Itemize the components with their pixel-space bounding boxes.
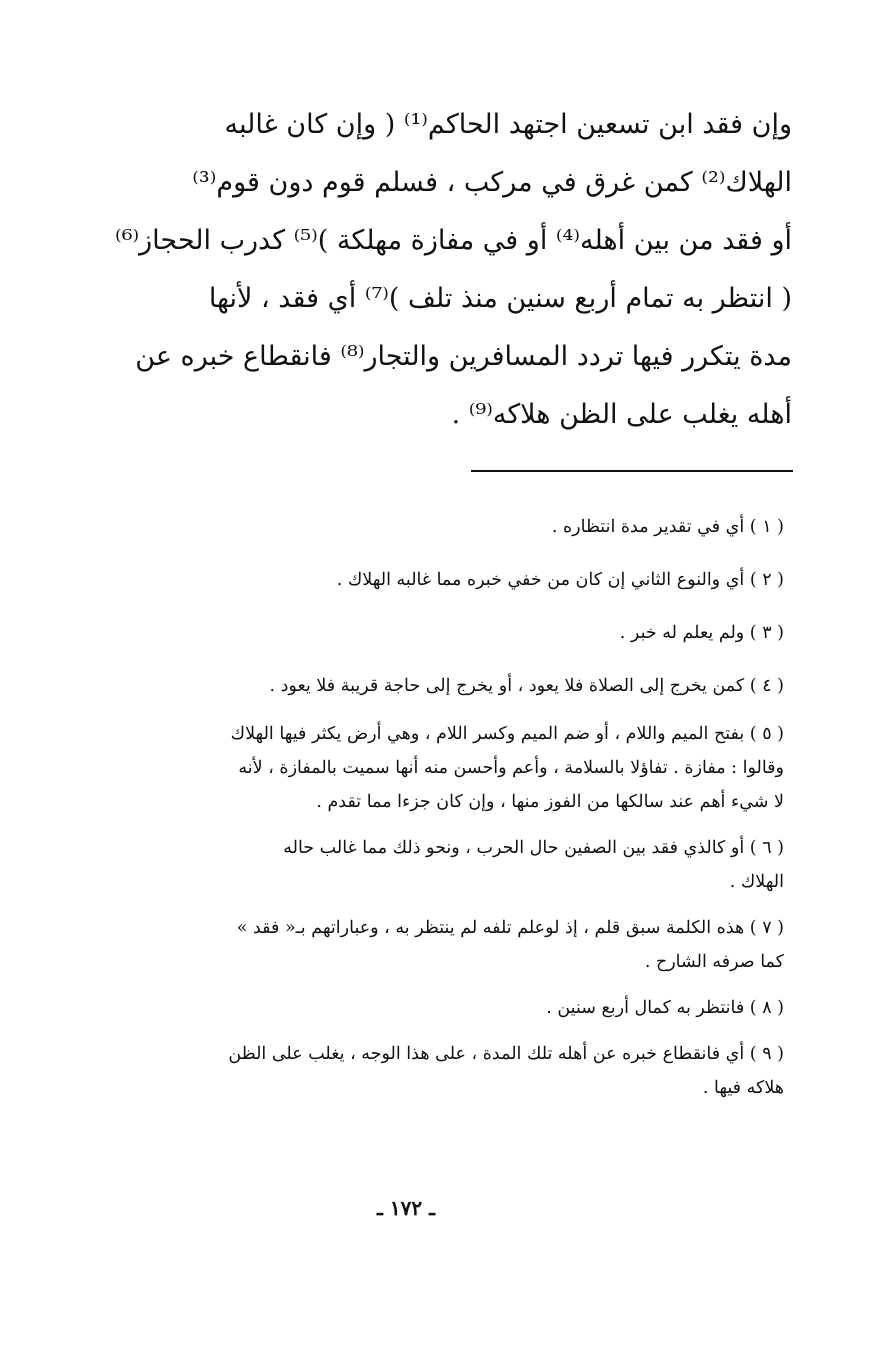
main-text-line: الهلاك⁽²⁾ كمن غرق في مركب ، فسلم قوم دون قوم⁽³⁾ [192, 167, 792, 198]
footnote-1: ( ١ ) أي في تقدير مدة انتظاره . [551, 517, 784, 537]
main-text-line: مدة يتكرر فيها تردد المسافرين والتجار⁽⁸⁾ فانقطاع خبره عن [135, 341, 792, 372]
footnote-line: ( ٩ ) أي فانقطاع خبره عن أهله تلك المدة ، على هذا الوجه ، يغلب على الظن [228, 1044, 784, 1064]
footnote-8: ( ٨ ) فانتظر به كمال أربع سنين . [546, 998, 784, 1018]
footnote-line: ( ٥ ) بفتح الميم واللام ، أو ضم الميم وكسر اللام ، وهي أرض يكثر فيها الهلاك [230, 724, 784, 744]
footnote-2: ( ٢ ) أي والنوع الثاني إن كان من خفي خبره مما غالبه الهلاك . [336, 570, 784, 590]
main-body-text [52, 96, 792, 444]
main-text-line: أو فقد من بين أهله⁽⁴⁾ أو في مفازة مهلكة )⁽⁵⁾ كدرب الحجاز⁽⁶⁾ [115, 225, 792, 256]
footnote-line: وقالوا : مفازة . تفاؤلا بالسلامة ، وأعم وأحسن منه أنها سميت بالمفازة ، لأنه [238, 758, 784, 778]
footnote-4: ( ٤ ) كمن يخرج إلى الصلاة فلا يعود ، أو يخرج إلى حاجة قريبة فلا يعود . [269, 676, 784, 696]
footnote-line: لا شيء أهم عند سالكها من الفوز منها ، وإن كان جزءا مما تقدم . [316, 792, 784, 812]
footnote-7 [52, 911, 784, 979]
main-text-line: وإن فقد ابن تسعين اجتهد الحاكم⁽¹⁾ ( وإن كان غالبه [224, 109, 792, 140]
footnote-line: كما صرفه الشارح . [644, 952, 784, 972]
footnote-9 [52, 1037, 784, 1105]
footnote-5 [52, 717, 784, 819]
footnote-line: ( ٧ ) هذه الكلمة سبق قلم ، إذ لوعلم تلفه لم ينتظر به ، وعباراتهم بـ« فقد » [236, 918, 784, 938]
footnote-line: الهلاك . [729, 872, 784, 892]
main-text-line: ( انتظر به تمام أربع سنين منذ تلف )⁽⁷⁾ أي فقد ، لأنها [208, 283, 792, 314]
footnote-3: ( ٣ ) ولم يعلم له خبر . [619, 623, 784, 643]
footnotes-section [52, 505, 784, 1105]
footnote-line: ( ٦ ) أو كالذي فقد بين الصفين حال الحرب ، ونحو ذلك مما غالب حاله [283, 838, 784, 858]
footnote-divider [471, 470, 793, 472]
footnote-6 [52, 831, 784, 899]
footnote-line: هلاكه فيها . [702, 1078, 784, 1098]
main-text-line: أهله يغلب على الظن هلاكه⁽⁹⁾ . [451, 399, 792, 430]
page-number: ـ ١٧٢ ـ [377, 1196, 435, 1220]
